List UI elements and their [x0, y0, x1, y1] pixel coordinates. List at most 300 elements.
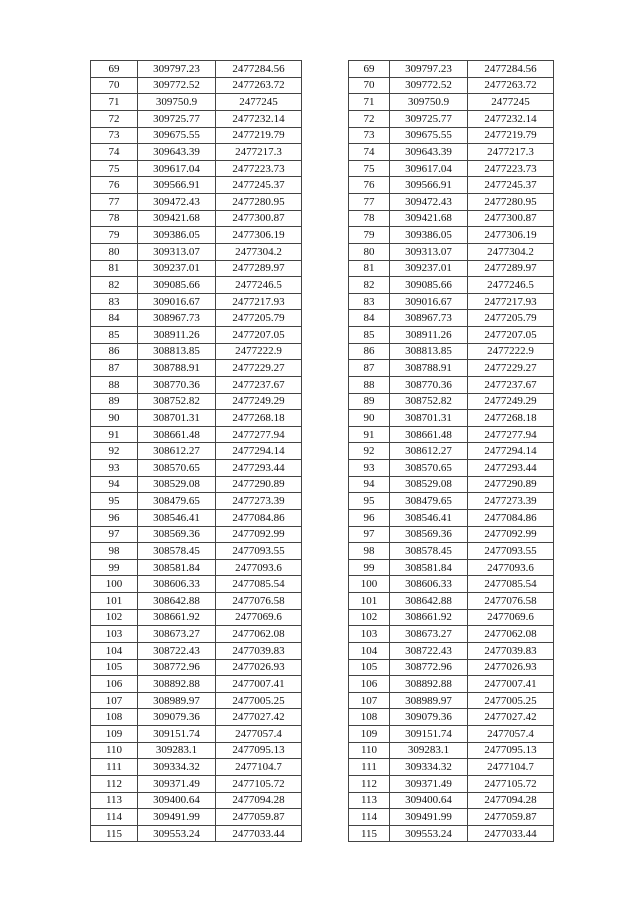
- table-row: [349, 543, 554, 560]
- y-coordinate-cell: 2477005.25: [468, 692, 554, 709]
- table-row: [349, 243, 554, 260]
- point-number-cell: 94: [91, 476, 138, 493]
- point-number-cell: 112: [91, 775, 138, 792]
- y-coordinate-cell: 2477084.86: [216, 509, 302, 526]
- point-number-cell: 93: [349, 460, 390, 477]
- table-row: [349, 576, 554, 593]
- y-coordinate-cell: 2477237.67: [216, 376, 302, 393]
- point-number-cell: 70: [91, 77, 138, 94]
- x-coordinate-cell: 309725.77: [390, 110, 468, 127]
- point-number-cell: 79: [349, 227, 390, 244]
- x-coordinate-cell: 309675.55: [138, 127, 216, 144]
- x-coordinate-cell: 308813.85: [390, 343, 468, 360]
- y-coordinate-cell: 2477280.95: [468, 194, 554, 211]
- x-coordinate-cell: 309085.66: [390, 277, 468, 294]
- x-coordinate-cell: 308788.91: [390, 360, 468, 377]
- point-number-cell: 100: [349, 576, 390, 593]
- x-coordinate-cell: 309643.39: [138, 144, 216, 161]
- point-number-cell: 111: [91, 759, 138, 776]
- table-row: [91, 709, 302, 726]
- table-row: [349, 77, 554, 94]
- point-number-cell: 85: [91, 327, 138, 344]
- y-coordinate-cell: 2477093.6: [468, 559, 554, 576]
- x-coordinate-cell: 309400.64: [138, 792, 216, 809]
- table-row: [349, 809, 554, 826]
- y-coordinate-cell: 2477057.4: [216, 726, 302, 743]
- y-coordinate-cell: 2477039.83: [216, 642, 302, 659]
- x-coordinate-cell: 308606.33: [390, 576, 468, 593]
- x-coordinate-cell: 308673.27: [390, 626, 468, 643]
- table-row: [349, 493, 554, 510]
- x-coordinate-cell: 309772.52: [390, 77, 468, 94]
- x-coordinate-cell: 309772.52: [138, 77, 216, 94]
- x-coordinate-cell: 308529.08: [390, 476, 468, 493]
- table-row: [349, 775, 554, 792]
- y-coordinate-cell: 2477069.6: [468, 609, 554, 626]
- y-coordinate-cell: 2477249.29: [216, 393, 302, 410]
- x-coordinate-cell: 308529.08: [138, 476, 216, 493]
- x-coordinate-cell: 308661.92: [138, 609, 216, 626]
- x-coordinate-cell: 309386.05: [138, 227, 216, 244]
- x-coordinate-cell: 309283.1: [390, 742, 468, 759]
- point-number-cell: 74: [91, 144, 138, 161]
- point-number-cell: 83: [91, 293, 138, 310]
- table-row: [91, 543, 302, 560]
- table-row: [91, 692, 302, 709]
- y-coordinate-cell: 2477223.73: [468, 160, 554, 177]
- coordinate-table-body: [91, 61, 302, 842]
- table-row: [91, 310, 302, 327]
- x-coordinate-cell: 308967.73: [390, 310, 468, 327]
- y-coordinate-cell: 2477069.6: [216, 609, 302, 626]
- point-number-cell: 95: [91, 493, 138, 510]
- point-number-cell: 81: [91, 260, 138, 277]
- y-coordinate-cell: 2477092.99: [216, 526, 302, 543]
- x-coordinate-cell: 309386.05: [390, 227, 468, 244]
- table-row: [349, 144, 554, 161]
- y-coordinate-cell: 2477222.9: [216, 343, 302, 360]
- point-number-cell: 107: [349, 692, 390, 709]
- table-row: [91, 293, 302, 310]
- x-coordinate-cell: 309016.67: [390, 293, 468, 310]
- coordinate-table-right: [348, 60, 554, 842]
- table-row: [91, 659, 302, 676]
- y-coordinate-cell: 2477294.14: [216, 443, 302, 460]
- point-number-cell: 70: [349, 77, 390, 94]
- point-number-cell: 83: [349, 293, 390, 310]
- table-row: [91, 759, 302, 776]
- x-coordinate-cell: 308479.65: [138, 493, 216, 510]
- y-coordinate-cell: 2477304.2: [468, 243, 554, 260]
- x-coordinate-cell: 308570.65: [138, 460, 216, 477]
- y-coordinate-cell: 2477232.14: [216, 110, 302, 127]
- y-coordinate-cell: 2477105.72: [216, 775, 302, 792]
- table-row: [91, 376, 302, 393]
- x-coordinate-cell: 308722.43: [138, 642, 216, 659]
- point-number-cell: 113: [91, 792, 138, 809]
- y-coordinate-cell: 2477300.87: [216, 210, 302, 227]
- point-number-cell: 85: [349, 327, 390, 344]
- table-row: [91, 493, 302, 510]
- table-row: [91, 626, 302, 643]
- x-coordinate-cell: 308479.65: [390, 493, 468, 510]
- x-coordinate-cell: 308642.88: [138, 593, 216, 610]
- y-coordinate-cell: 2477280.95: [216, 194, 302, 211]
- point-number-cell: 75: [349, 160, 390, 177]
- point-number-cell: 115: [91, 825, 138, 842]
- y-coordinate-cell: 2477263.72: [468, 77, 554, 94]
- y-coordinate-cell: 2477095.13: [468, 742, 554, 759]
- x-coordinate-cell: 308772.96: [390, 659, 468, 676]
- x-coordinate-cell: 308570.65: [390, 460, 468, 477]
- table-row: [349, 376, 554, 393]
- y-coordinate-cell: 2477245.37: [468, 177, 554, 194]
- y-coordinate-cell: 2477249.29: [468, 393, 554, 410]
- table-row: [91, 825, 302, 842]
- x-coordinate-cell: 308581.84: [390, 559, 468, 576]
- y-coordinate-cell: 2477284.56: [468, 61, 554, 78]
- y-coordinate-cell: 2477217.3: [468, 144, 554, 161]
- table-row: [349, 709, 554, 726]
- x-coordinate-cell: 308642.88: [390, 593, 468, 610]
- y-coordinate-cell: 2477219.79: [216, 127, 302, 144]
- x-coordinate-cell: 308722.43: [390, 642, 468, 659]
- y-coordinate-cell: 2477217.93: [216, 293, 302, 310]
- table-row: [349, 227, 554, 244]
- point-number-cell: 111: [349, 759, 390, 776]
- y-coordinate-cell: 2477027.42: [216, 709, 302, 726]
- point-number-cell: 107: [91, 692, 138, 709]
- table-row: [349, 759, 554, 776]
- table-row: [349, 410, 554, 427]
- y-coordinate-cell: 2477268.18: [216, 410, 302, 427]
- x-coordinate-cell: 308752.82: [390, 393, 468, 410]
- y-coordinate-cell: 2477300.87: [468, 210, 554, 227]
- y-coordinate-cell: 2477205.79: [216, 310, 302, 327]
- point-number-cell: 79: [91, 227, 138, 244]
- table-row: [91, 792, 302, 809]
- table-row: [91, 726, 302, 743]
- point-number-cell: 114: [349, 809, 390, 826]
- point-number-cell: 99: [349, 559, 390, 576]
- table-row: [349, 443, 554, 460]
- table-row: [91, 393, 302, 410]
- x-coordinate-cell: 308772.96: [138, 659, 216, 676]
- point-number-cell: 110: [91, 742, 138, 759]
- y-coordinate-cell: 2477277.94: [468, 426, 554, 443]
- x-coordinate-cell: 308967.73: [138, 310, 216, 327]
- y-coordinate-cell: 2477306.19: [216, 227, 302, 244]
- x-coordinate-cell: 309016.67: [138, 293, 216, 310]
- x-coordinate-cell: 309371.49: [390, 775, 468, 792]
- y-coordinate-cell: 2477093.55: [216, 543, 302, 560]
- x-coordinate-cell: 308569.36: [390, 526, 468, 543]
- y-coordinate-cell: 2477007.41: [216, 676, 302, 693]
- point-number-cell: 109: [349, 726, 390, 743]
- table-row: [91, 210, 302, 227]
- x-coordinate-cell: 309237.01: [390, 260, 468, 277]
- y-coordinate-cell: 2477232.14: [468, 110, 554, 127]
- y-coordinate-cell: 2477268.18: [468, 410, 554, 427]
- point-number-cell: 104: [349, 642, 390, 659]
- y-coordinate-cell: 2477104.7: [216, 759, 302, 776]
- y-coordinate-cell: 2477263.72: [216, 77, 302, 94]
- table-row: [91, 460, 302, 477]
- point-number-cell: 97: [91, 526, 138, 543]
- y-coordinate-cell: 2477207.05: [468, 327, 554, 344]
- x-coordinate-cell: 309553.24: [138, 825, 216, 842]
- point-number-cell: 103: [349, 626, 390, 643]
- x-coordinate-cell: 309566.91: [390, 177, 468, 194]
- point-number-cell: 103: [91, 626, 138, 643]
- table-row: [91, 676, 302, 693]
- table-row: [349, 110, 554, 127]
- point-number-cell: 105: [91, 659, 138, 676]
- table-row: [349, 626, 554, 643]
- x-coordinate-cell: 308661.92: [390, 609, 468, 626]
- y-coordinate-cell: 2477290.89: [468, 476, 554, 493]
- x-coordinate-cell: 308546.41: [138, 509, 216, 526]
- point-number-cell: 93: [91, 460, 138, 477]
- x-coordinate-cell: 308813.85: [138, 343, 216, 360]
- point-number-cell: 77: [91, 194, 138, 211]
- y-coordinate-cell: 2477246.5: [468, 277, 554, 294]
- table-row: [349, 127, 554, 144]
- x-coordinate-cell: 309472.43: [390, 194, 468, 211]
- y-coordinate-cell: 2477026.93: [468, 659, 554, 676]
- x-coordinate-cell: 309553.24: [390, 825, 468, 842]
- y-coordinate-cell: 2477093.55: [468, 543, 554, 560]
- point-number-cell: 73: [349, 127, 390, 144]
- point-number-cell: 84: [349, 310, 390, 327]
- x-coordinate-cell: 309079.36: [138, 709, 216, 726]
- y-coordinate-cell: 2477076.58: [468, 593, 554, 610]
- x-coordinate-cell: 308752.82: [138, 393, 216, 410]
- y-coordinate-cell: 2477207.05: [216, 327, 302, 344]
- table-row: [349, 825, 554, 842]
- table-row: [349, 160, 554, 177]
- point-number-cell: 98: [349, 543, 390, 560]
- x-coordinate-cell: 309237.01: [138, 260, 216, 277]
- point-number-cell: 114: [91, 809, 138, 826]
- table-row: [349, 61, 554, 78]
- y-coordinate-cell: 2477059.87: [216, 809, 302, 826]
- point-number-cell: 72: [91, 110, 138, 127]
- x-coordinate-cell: 308569.36: [138, 526, 216, 543]
- point-number-cell: 87: [349, 360, 390, 377]
- y-coordinate-cell: 2477290.89: [216, 476, 302, 493]
- table-row: [91, 177, 302, 194]
- table-row: [91, 260, 302, 277]
- x-coordinate-cell: 309421.68: [138, 210, 216, 227]
- table-row: [349, 692, 554, 709]
- y-coordinate-cell: 2477084.86: [468, 509, 554, 526]
- x-coordinate-cell: 309283.1: [138, 742, 216, 759]
- table-row: [91, 775, 302, 792]
- y-coordinate-cell: 2477076.58: [216, 593, 302, 610]
- point-number-cell: 78: [349, 210, 390, 227]
- table-row: [349, 792, 554, 809]
- point-number-cell: 80: [349, 243, 390, 260]
- point-number-cell: 102: [91, 609, 138, 626]
- y-coordinate-cell: 2477005.25: [216, 692, 302, 709]
- x-coordinate-cell: 308989.97: [390, 692, 468, 709]
- table-row: [91, 160, 302, 177]
- y-coordinate-cell: 2477222.9: [468, 343, 554, 360]
- table-row: [349, 194, 554, 211]
- table-row: [349, 526, 554, 543]
- x-coordinate-cell: 308701.31: [390, 410, 468, 427]
- table-row: [349, 676, 554, 693]
- point-number-cell: 108: [91, 709, 138, 726]
- x-coordinate-cell: 309079.36: [390, 709, 468, 726]
- x-coordinate-cell: 309675.55: [390, 127, 468, 144]
- table-row: [91, 642, 302, 659]
- point-number-cell: 80: [91, 243, 138, 260]
- coordinate-table-body: [349, 61, 554, 842]
- table-row: [91, 94, 302, 111]
- x-coordinate-cell: 309085.66: [138, 277, 216, 294]
- table-row: [91, 609, 302, 626]
- point-number-cell: 110: [349, 742, 390, 759]
- x-coordinate-cell: 309797.23: [390, 61, 468, 78]
- y-coordinate-cell: 2477093.6: [216, 559, 302, 576]
- table-row: [91, 144, 302, 161]
- y-coordinate-cell: 2477223.73: [216, 160, 302, 177]
- table-row: [91, 443, 302, 460]
- y-coordinate-cell: 2477237.67: [468, 376, 554, 393]
- y-coordinate-cell: 2477245.37: [216, 177, 302, 194]
- point-number-cell: 106: [91, 676, 138, 693]
- y-coordinate-cell: 2477085.54: [216, 576, 302, 593]
- y-coordinate-cell: 2477217.93: [468, 293, 554, 310]
- x-coordinate-cell: 308788.91: [138, 360, 216, 377]
- table-row: [349, 609, 554, 626]
- point-number-cell: 78: [91, 210, 138, 227]
- x-coordinate-cell: 309151.74: [138, 726, 216, 743]
- table-row: [91, 327, 302, 344]
- y-coordinate-cell: 2477289.97: [468, 260, 554, 277]
- y-coordinate-cell: 2477246.5: [216, 277, 302, 294]
- table-row: [91, 742, 302, 759]
- x-coordinate-cell: 309313.07: [138, 243, 216, 260]
- y-coordinate-cell: 2477085.54: [468, 576, 554, 593]
- point-number-cell: 90: [91, 410, 138, 427]
- table-row: [349, 310, 554, 327]
- point-number-cell: 101: [349, 593, 390, 610]
- table-row: [91, 77, 302, 94]
- table-row: [349, 426, 554, 443]
- x-coordinate-cell: 308546.41: [390, 509, 468, 526]
- point-number-cell: 71: [91, 94, 138, 111]
- x-coordinate-cell: 308770.36: [390, 376, 468, 393]
- y-coordinate-cell: 2477095.13: [216, 742, 302, 759]
- y-coordinate-cell: 2477059.87: [468, 809, 554, 826]
- x-coordinate-cell: 308892.88: [138, 676, 216, 693]
- y-coordinate-cell: 2477293.44: [468, 460, 554, 477]
- table-row: [349, 177, 554, 194]
- point-number-cell: 104: [91, 642, 138, 659]
- point-number-cell: 89: [349, 393, 390, 410]
- point-number-cell: 96: [349, 509, 390, 526]
- x-coordinate-cell: 308701.31: [138, 410, 216, 427]
- y-coordinate-cell: 2477229.27: [216, 360, 302, 377]
- point-number-cell: 71: [349, 94, 390, 111]
- point-number-cell: 100: [91, 576, 138, 593]
- point-number-cell: 92: [91, 443, 138, 460]
- point-number-cell: 75: [91, 160, 138, 177]
- point-number-cell: 91: [349, 426, 390, 443]
- table-row: [91, 360, 302, 377]
- point-number-cell: 69: [91, 61, 138, 78]
- table-row: [91, 476, 302, 493]
- x-coordinate-cell: 309750.9: [138, 94, 216, 111]
- point-number-cell: 108: [349, 709, 390, 726]
- y-coordinate-cell: 2477026.93: [216, 659, 302, 676]
- coordinate-table-left: [90, 60, 302, 842]
- table-row: [91, 194, 302, 211]
- table-row: [91, 110, 302, 127]
- x-coordinate-cell: 308911.26: [390, 327, 468, 344]
- y-coordinate-cell: 2477245: [468, 94, 554, 111]
- y-coordinate-cell: 2477293.44: [216, 460, 302, 477]
- y-coordinate-cell: 2477217.3: [216, 144, 302, 161]
- table-row: [349, 509, 554, 526]
- table-row: [349, 210, 554, 227]
- table-row: [91, 559, 302, 576]
- y-coordinate-cell: 2477092.99: [468, 526, 554, 543]
- table-row: [91, 809, 302, 826]
- table-row: [349, 659, 554, 676]
- point-number-cell: 96: [91, 509, 138, 526]
- table-row: [349, 360, 554, 377]
- x-coordinate-cell: 308612.27: [138, 443, 216, 460]
- point-number-cell: 82: [349, 277, 390, 294]
- x-coordinate-cell: 309400.64: [390, 792, 468, 809]
- y-coordinate-cell: 2477094.28: [216, 792, 302, 809]
- point-number-cell: 84: [91, 310, 138, 327]
- table-row: [91, 227, 302, 244]
- point-number-cell: 73: [91, 127, 138, 144]
- point-number-cell: 91: [91, 426, 138, 443]
- x-coordinate-cell: 308578.45: [390, 543, 468, 560]
- y-coordinate-cell: 2477027.42: [468, 709, 554, 726]
- y-coordinate-cell: 2477033.44: [468, 825, 554, 842]
- table-row: [349, 742, 554, 759]
- x-coordinate-cell: 308911.26: [138, 327, 216, 344]
- y-coordinate-cell: 2477033.44: [216, 825, 302, 842]
- x-coordinate-cell: 309334.32: [138, 759, 216, 776]
- table-row: [91, 526, 302, 543]
- point-number-cell: 82: [91, 277, 138, 294]
- point-number-cell: 105: [349, 659, 390, 676]
- x-coordinate-cell: 309750.9: [390, 94, 468, 111]
- x-coordinate-cell: 309617.04: [390, 160, 468, 177]
- x-coordinate-cell: 308612.27: [390, 443, 468, 460]
- y-coordinate-cell: 2477245: [216, 94, 302, 111]
- point-number-cell: 109: [91, 726, 138, 743]
- point-number-cell: 94: [349, 476, 390, 493]
- x-coordinate-cell: 309566.91: [138, 177, 216, 194]
- y-coordinate-cell: 2477057.4: [468, 726, 554, 743]
- y-coordinate-cell: 2477273.39: [468, 493, 554, 510]
- y-coordinate-cell: 2477205.79: [468, 310, 554, 327]
- point-number-cell: 98: [91, 543, 138, 560]
- table-row: [349, 726, 554, 743]
- x-coordinate-cell: 308892.88: [390, 676, 468, 693]
- x-coordinate-cell: 308578.45: [138, 543, 216, 560]
- y-coordinate-cell: 2477062.08: [468, 626, 554, 643]
